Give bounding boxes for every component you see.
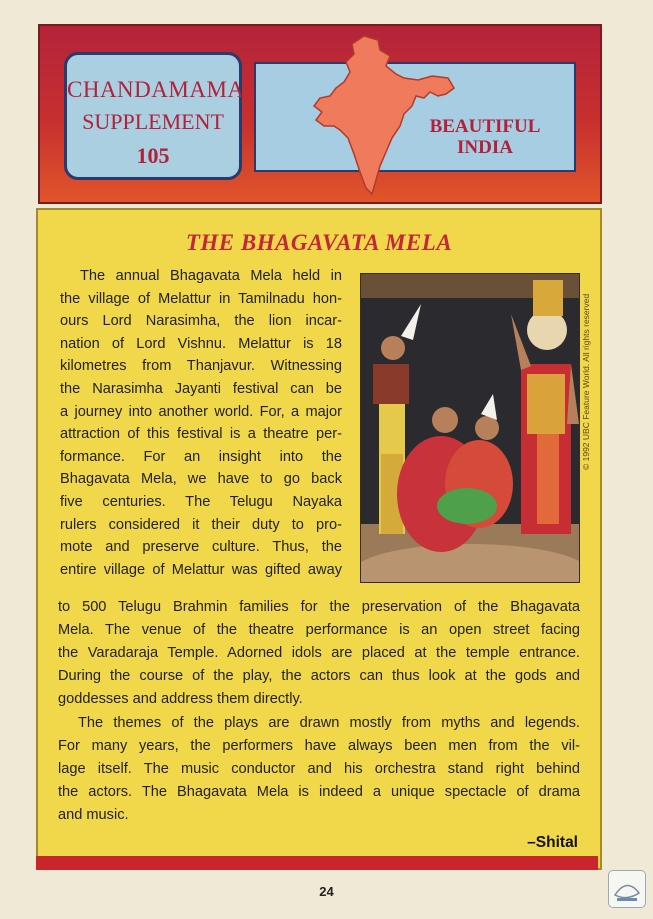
series-title-line2: INDIA bbox=[457, 137, 513, 158]
publisher-logo-icon bbox=[608, 870, 646, 908]
article-line: a journey into another world. For, a major bbox=[60, 403, 342, 420]
article-line: mote and preserve culture. Thus, the bbox=[60, 539, 342, 556]
badge-number: 105 bbox=[136, 143, 170, 168]
photo-credit bbox=[581, 293, 593, 471]
article-line: Bhagavata Mela, we have to go back bbox=[60, 471, 342, 488]
article-line: lage itself. The music conductor and his orchestra stand right behind bbox=[58, 760, 580, 777]
author-byline: –Shital bbox=[527, 834, 578, 851]
article-line: entire village of Melattur was gifted away bbox=[60, 561, 342, 578]
india-map-icon bbox=[300, 34, 460, 202]
panel-bottom-bar bbox=[36, 856, 598, 870]
article-line: the village of Melattur in Tamilnadu hon- bbox=[60, 290, 342, 307]
article-line: For many years, the performers have always been men from the vil- bbox=[58, 737, 580, 754]
series-title-line1: BEAUTIFUL bbox=[429, 116, 541, 137]
article-line: ours Lord Narasimha, the lion incar- bbox=[60, 313, 342, 330]
photo-credit-text: © 1992 UBC Feature World. All rights reserved bbox=[581, 293, 591, 470]
article-line: and music. bbox=[58, 806, 129, 823]
badge-line2: SUPPLEMENT bbox=[82, 109, 224, 134]
article-line: rulers considered it their duty to pro- bbox=[60, 516, 342, 533]
badge-line1: CHANDAMAMA bbox=[67, 77, 245, 102]
article-line: goddesses and address them directly. bbox=[58, 691, 303, 708]
article-line: five centuries. The Telugu Nayaka bbox=[60, 494, 342, 510]
performance-photo bbox=[360, 273, 580, 583]
article-line: The annual Bhagavata Mela held in bbox=[80, 268, 342, 284]
article-line: the Narasimha Jayanti festival can be bbox=[60, 381, 342, 397]
article-line: The themes of the plays are drawn mostly from myths and legends. bbox=[78, 714, 580, 731]
article-line: During the course of the play, the actors can thus look at the gods and bbox=[58, 668, 580, 685]
article-line: Mela. The venue of the theatre performance is an open street facing bbox=[58, 622, 580, 639]
page-number: 24 bbox=[319, 884, 334, 899]
article-line: attraction of this festival is a theatre per- bbox=[60, 426, 342, 443]
article-line: nation of Lord Vishnu. Melattur is 18 bbox=[60, 335, 342, 352]
article-line: the actors. The Bhagavata Mela is indeed a unique spectacle of drama bbox=[58, 783, 580, 800]
supplement-banner bbox=[38, 24, 602, 204]
article-line: the Varadaraja Temple. Adorned idols are placed at the temple entrance. bbox=[58, 645, 580, 662]
performance-photo-image bbox=[361, 274, 580, 583]
article-line: formance. For an insight into the bbox=[60, 448, 342, 465]
article-line: to 500 Telugu Brahmin families for the preservation of the Bhagavata bbox=[58, 599, 580, 615]
article-panel bbox=[36, 208, 602, 870]
supplement-badge bbox=[64, 52, 245, 180]
article-line: kilometres from Thanjavur. Witnessing bbox=[60, 358, 342, 375]
article-title: THE BHAGAVATA MELA bbox=[185, 230, 453, 255]
